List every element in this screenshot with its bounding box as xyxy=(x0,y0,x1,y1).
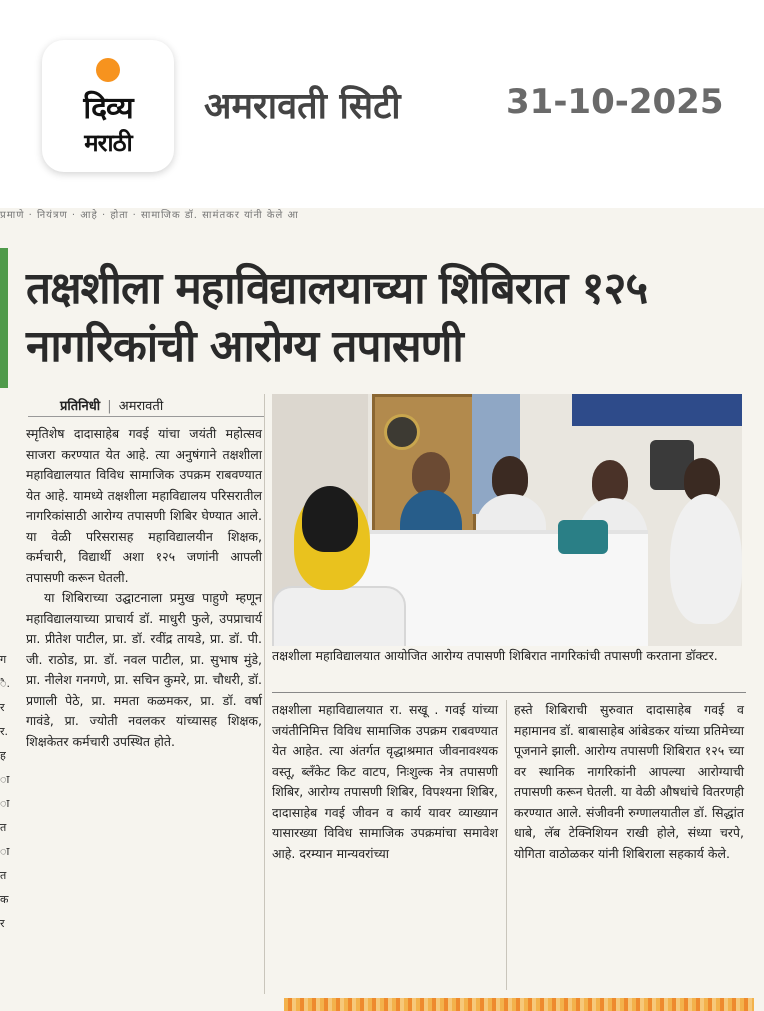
byline-city: अमरावती xyxy=(118,399,164,414)
sun-icon xyxy=(96,58,120,82)
column-divider-2 xyxy=(506,700,507,990)
newspaper-clipping xyxy=(0,208,764,1011)
cut-top-text: प्रमाणे · नियंत्रण · आहे · होता · सामाजिक डॉ. सामंतकर यांनी केले आ xyxy=(0,208,764,224)
byline-divider xyxy=(28,416,264,417)
edition-date: 31-10-2025 xyxy=(506,82,724,122)
middle-paragraph: तक्षशीला महाविद्यालयात रा. सखू . गवई यांच्या जयंतीनिमित्त विविध सामाजिक उपक्रम राबवण्यात येत आहेत. त्या अंतर्गत वृद्धाश्रमात जीवनावश्यक वस्तू, ब्लँकेट किट वाटप, निःशुल्क नेत्र तपासणी शिबिर, आरोग्य तपासणी शिबिर, विपश्यना शिबिर, दादासाहेब गवई जीवन व कार्य यावर व्याख्यान यासारख्या विविध सामाजिक उपक्रमांचा समावेश आहे. दरम्यान मान्यवरांच्या xyxy=(272,702,498,861)
edition-name: अमरावती सिटी xyxy=(204,86,401,127)
logo-line2: मराठी xyxy=(84,129,132,157)
emblem-icon xyxy=(384,414,420,450)
divya-marathi-logo[interactable] xyxy=(42,40,174,172)
right-paragraph: हस्ते शिबिराची सुरुवात दादासाहेब गवई व महामानव डॉ. बाबासाहेब आंबेडकर यांच्या प्रतिमेच्या पूजनाने झाली. आरोग्य तपासणी शिबिरात १२५ च्या वर स्थानिक नागरिकांनी आपल्या आरोग्याची तपासणी करून घेतली. या वेळी औषधांचे वितरणही करण्यात आले. संजीवनी रुग्णालयातील डॉ. सिद्धांत धाबे, लॅब टेक्निशियन राखी होले, संध्या चरपे, योगिता वाठोळकर यांनी शिबिराला सहकार्य केले. xyxy=(514,702,744,861)
photo-caption: तक्षशीला महाविद्यालयात आयोजित आरोग्य तपासणी शिबिरात नागरिकांची तपासणी करताना डॉक्टर. xyxy=(272,648,718,663)
column-divider xyxy=(264,394,265,994)
article-column-middle xyxy=(272,700,498,990)
byline-separator: | xyxy=(107,399,112,414)
byline xyxy=(60,396,210,414)
app-header xyxy=(0,0,764,180)
edge-accent-strip xyxy=(0,248,8,388)
article-photo xyxy=(272,394,742,646)
article-column-left xyxy=(26,424,262,998)
left-paragraph-2: या शिबिराच्या उद्घाटनाला प्रमुख पाहुणे म्हणून महाविद्यालयाच्या प्राचार्य डॉ. माधुरी फुले, उपप्राचार्य प्रा. प्रीतेश पाटील, प्रा. डॉ. रवींद्र तायडे, प्रा. डॉ. पी. जी. राठोड, प्रा. डॉ. नवल पाटील, प्रा. सुभाष मुंडे, प्रा. नीलेश गनगणे, प्रा. सचिन कुमरे, प्रा. चौधरी, डॉ. प्रणाली पेठे, प्रा. ममता कळमकर, प्रा. डॉ. वर्षा गावंडे, प्रा. ज्योती नवलकर यांच्यासह शिक्षक, शिक्षकेतर कर्मचारी उपस्थित होते. xyxy=(26,590,262,749)
byline-source: प्रतिनिधी xyxy=(60,399,101,414)
left-paragraph-1: स्मृतिशेष दादासाहेब गवई यांचा जयंती महोत्सव साजरा करण्यात येत आहे. त्या अनुषंगाने तक्षशीला महाविद्यालयात विविध सामाजिक उपक्रम राबवण्यात येत आहे. यामध्ये तक्षशीला महाविद्यालय परिसरातील नागरिकांसाठी आरोग्य तपासणी शिबिर घेण्यात आले. या वेळी परिसरासह महाविद्यालयीन शिक्षक, कर्मचारी, विद्यार्थी अशा १२५ जणांनी आपली तपासणी करून घेतली. xyxy=(26,426,262,585)
caption-divider xyxy=(272,692,746,693)
article-headline: तक्षशीला महाविद्यालयाच्या शिबिरात १२५ नागरिकांची आरोग्य तपासणी xyxy=(26,263,648,372)
edge-letters: ग ै. र र. ह ा ा त ा त क र xyxy=(0,653,11,930)
logo-line1: दिव्य xyxy=(83,91,133,126)
article-column-right xyxy=(514,700,744,990)
bottom-decorative-strip xyxy=(284,998,754,1011)
